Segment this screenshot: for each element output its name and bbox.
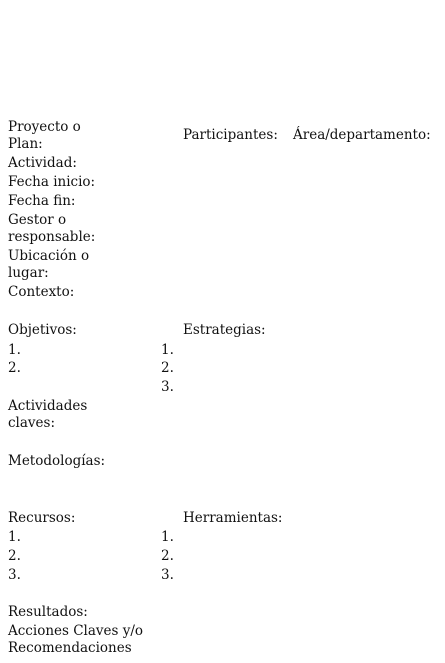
actividades-label: Actividades claves: (8, 398, 88, 431)
fecha-fin-label: Fecha fin: (8, 193, 76, 209)
estrategias-item-2: 2. (161, 360, 174, 376)
estrategias-item-1: 1. (161, 342, 174, 358)
herramientas-label: Herramientas: (183, 510, 283, 526)
participantes-label: Participantes: (183, 127, 278, 143)
estrategias-label: Estrategias: (183, 322, 266, 338)
objetivos-item-1: 1. (8, 342, 21, 358)
proyecto-label: Proyecto o Plan: (8, 119, 81, 152)
herramientas-item-1: 1. (161, 529, 174, 545)
objetivos-item-2: 2. (8, 360, 21, 376)
metodologias-label: Metodologías: (8, 453, 106, 469)
recursos-label: Recursos: (8, 510, 76, 526)
ubicacion-label: Ubicación o lugar: (8, 248, 90, 281)
gestor-label: Gestor o responsable: (8, 212, 96, 245)
fecha-inicio-label: Fecha inicio: (8, 174, 96, 190)
area-label: Área/departamento: (293, 127, 431, 143)
acciones-label: Acciones Claves y/o Recomendaciones (8, 623, 144, 656)
actividad-label: Actividad: (8, 155, 77, 171)
recursos-item-2: 2. (8, 548, 21, 564)
recursos-item-3: 3. (8, 567, 21, 583)
herramientas-item-3: 3. (161, 567, 174, 583)
estrategias-item-3: 3. (161, 379, 174, 395)
contexto-label: Contexto: (8, 284, 75, 300)
herramientas-item-2: 2. (161, 548, 174, 564)
recursos-item-1: 1. (8, 529, 21, 545)
objetivos-label: Objetivos: (8, 322, 77, 338)
resultados-label: Resultados: (8, 604, 88, 620)
